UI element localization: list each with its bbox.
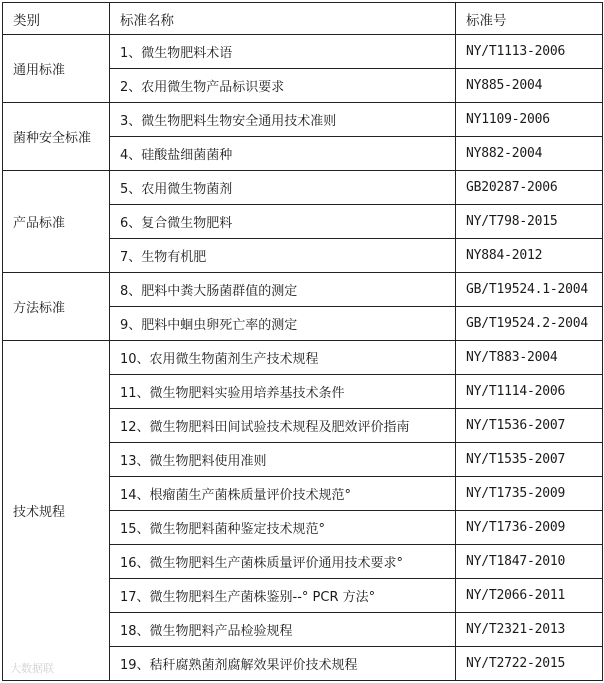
standard-code-cell: NY/T1736-2009 (456, 511, 603, 545)
standard-name-cell: 18、微生物肥料产品检验规程 (110, 613, 456, 647)
table-row (3, 103, 603, 137)
standard-name-cell: 4、硅酸盐细菌菌种 (110, 137, 456, 171)
standard-code-cell: GB20287-2006 (456, 171, 603, 205)
header-code: 标准号 (456, 3, 603, 35)
standard-name-cell: 6、复合微生物肥料 (110, 205, 456, 239)
standard-code-cell: NY885-2004 (456, 69, 603, 103)
standard-name-cell: 8、肥料中粪大肠菌群值的测定 (110, 273, 456, 307)
category-cell: 产品标准 (3, 171, 110, 273)
header-category: 类别 (3, 3, 110, 35)
category-cell: 方法标准 (3, 273, 110, 341)
standard-code-cell: NY882-2004 (456, 137, 603, 171)
table-row (3, 341, 603, 375)
standard-code-cell: GB/T19524.1-2004 (456, 273, 603, 307)
standard-code-cell: NY/T1735-2009 (456, 477, 603, 511)
standard-code-cell: NY/T2722-2015 (456, 647, 603, 681)
standard-code-cell: NY/T2321-2013 (456, 613, 603, 647)
standard-name-cell: 3、微生物肥料生物安全通用技术准则 (110, 103, 456, 137)
standard-name-cell: 16、微生物肥料生产菌株质量评价通用技术要求° (110, 545, 456, 579)
standard-name-cell: 5、农用微生物菌剂 (110, 171, 456, 205)
category-cell: 技术规程 (3, 341, 110, 681)
header-name: 标准名称 (110, 3, 456, 35)
standard-code-cell: NY/T1114-2006 (456, 375, 603, 409)
standard-name-cell: 15、微生物肥料菌种鉴定技术规范° (110, 511, 456, 545)
watermark: 大数据联 (10, 662, 54, 675)
standard-code-cell: NY/T798-2015 (456, 205, 603, 239)
standard-name-cell: 1、微生物肥料术语 (110, 35, 456, 69)
standard-name-cell: 19、秸秆腐熟菌剂腐解效果评价技术规程 (110, 647, 456, 681)
standard-name-cell: 2、农用微生物产品标识要求 (110, 69, 456, 103)
standard-code-cell: NY/T2066-2011 (456, 579, 603, 613)
standard-name-cell: 13、微生物肥料使用准则 (110, 443, 456, 477)
table-header-row (3, 3, 603, 35)
standard-code-cell: NY/T1847-2010 (456, 545, 603, 579)
standard-code-cell: NY/T1535-2007 (456, 443, 603, 477)
standard-code-cell: GB/T19524.2-2004 (456, 307, 603, 341)
standard-name-cell: 14、根瘤菌生产菌株质量评价技术规范° (110, 477, 456, 511)
category-cell: 通用标准 (3, 35, 110, 103)
standard-code-cell: NY1109-2006 (456, 103, 603, 137)
standard-name-cell: 10、农用微生物菌剂生产技术规程 (110, 341, 456, 375)
table-row (3, 273, 603, 307)
standard-name-cell: 7、生物有机肥 (110, 239, 456, 273)
standard-name-cell: 9、肥料中蛔虫卵死亡率的测定 (110, 307, 456, 341)
standard-name-cell: 17、微生物肥料生产菌株鉴别--° PCR 方法° (110, 579, 456, 613)
category-cell: 菌种安全标准 (3, 103, 110, 171)
standard-name-cell: 12、微生物肥料田间试验技术规程及肥效评价指南 (110, 409, 456, 443)
table-body (3, 35, 603, 681)
standard-name-cell: 11、微生物肥料实验用培养基技术条件 (110, 375, 456, 409)
standard-code-cell: NY884-2012 (456, 239, 603, 273)
standards-table (2, 2, 603, 681)
table-row (3, 171, 603, 205)
standard-code-cell: NY/T1113-2006 (456, 35, 603, 69)
table-row (3, 35, 603, 69)
standard-code-cell: NY/T883-2004 (456, 341, 603, 375)
standard-code-cell: NY/T1536-2007 (456, 409, 603, 443)
